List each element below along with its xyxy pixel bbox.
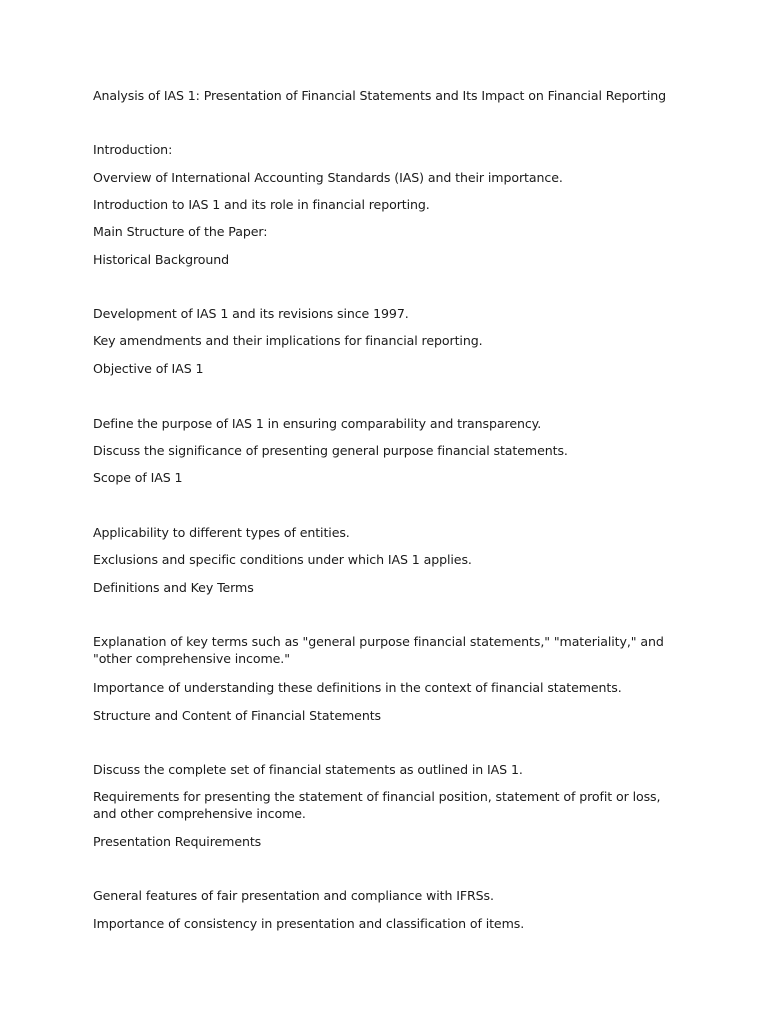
paragraph: Importance of consistency in presentation and classification of items. [93,916,525,931]
section-heading: Scope of IAS 1 [93,470,183,485]
section-heading: Objective of IAS 1 [93,361,204,376]
paragraph: Main Structure of the Paper: [93,224,268,239]
paragraph: Define the purpose of IAS 1 in ensuring comparability and transparency. [93,416,542,431]
paragraph: Discuss the complete set of financial statements as outlined in IAS 1. [93,762,523,777]
paragraph: Requirements for presenting the statement of financial position, statement of profit or loss, and other comprehensive income. [93,789,661,821]
paragraph: Introduction: [93,142,173,157]
section-heading: Structure and Content of Financial Statements [93,708,381,723]
paragraph: Exclusions and specific conditions under which IAS 1 applies. [93,552,472,567]
section-heading: Historical Background [93,252,230,267]
paragraph: Explanation of key terms such as "general purpose financial statements," "materiality," and "other comprehensive income." [93,634,664,666]
paragraph: General features of fair presentation and compliance with IFRSs. [93,888,494,903]
section-heading: Definitions and Key Terms [93,580,254,595]
paragraph: Introduction to IAS 1 and its role in financial reporting. [93,197,430,212]
paragraph: Overview of International Accounting Standards (IAS) and their importance. [93,170,563,185]
paragraph: Importance of understanding these definitions in the context of financial statements. [93,680,622,695]
paragraph: Development of IAS 1 and its revisions since 1997. [93,306,409,321]
document-title: Analysis of IAS 1: Presentation of Financial Statements and Its Impact on Financial Reporting [93,88,667,103]
paragraph: Applicability to different types of entities. [93,525,350,540]
paragraph: Key amendments and their implications for financial reporting. [93,333,483,348]
paragraph: Discuss the significance of presenting general purpose financial statements. [93,443,568,458]
section-heading: Presentation Requirements [93,834,262,849]
